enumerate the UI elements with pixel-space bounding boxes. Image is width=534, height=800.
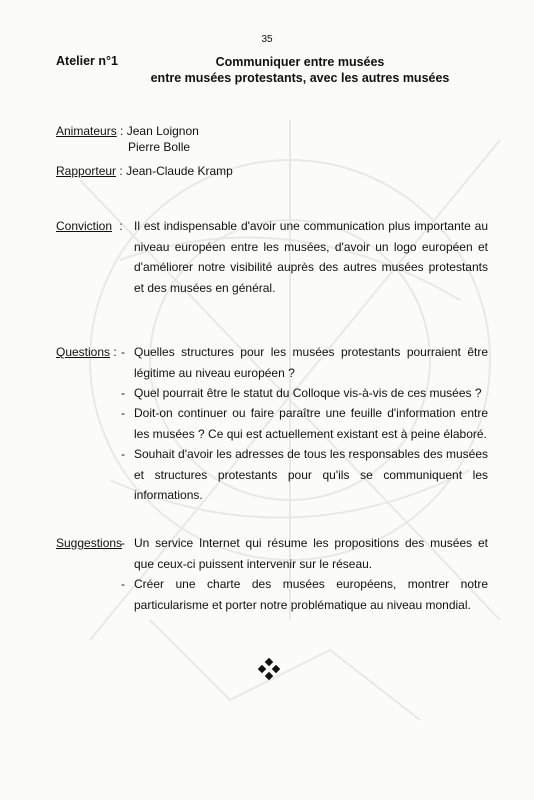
suggestions-heading <box>56 533 122 554</box>
title-line-2: entre musées protestants, avec les autres musées <box>150 71 450 85</box>
rapporteur-separator: : <box>119 164 123 178</box>
page-title <box>140 54 460 86</box>
question-dash: - <box>121 345 125 359</box>
rapporteur-row <box>56 161 233 182</box>
animateurs-separator: : <box>120 124 124 138</box>
animateurs-label: Animateurs <box>56 124 117 138</box>
conviction-label: Conviction <box>56 219 113 233</box>
questions-label: Questions <box>56 345 111 359</box>
conviction-separator: : <box>119 219 123 233</box>
suggestion-dash: - <box>121 577 125 591</box>
conviction-text: Il est indispensable d'avoir une communication plus importante au niveau européen entre les musées, d'avoir un logo européen et d'améliorer notre visibilité auprès des autres musées protestants et des musées en général. <box>134 219 488 295</box>
animateur-name-2: Pierre Bolle <box>128 140 191 154</box>
question-item-4: Souhait d'avoir les adresses de tous les responsables des musées et structures protestants pour qu'ils se communiquent les informations. <box>134 447 488 502</box>
suggestion-item-2: Créer une charte des musées européens, montrer notre particularisme et porter notre problématique au niveau mondial. <box>134 577 488 612</box>
question-item-1: Quelles structures pour les musées protestants pourraient être légitime au niveau européen ? <box>134 345 488 380</box>
diamond-ornament-icon <box>258 658 280 680</box>
title-line-1: Communiquer entre musées <box>215 55 385 69</box>
animateur-name-1: Jean Loignon <box>126 124 199 138</box>
questions-separator: : <box>113 345 117 359</box>
atelier-number: Atelier n°1 <box>56 54 118 68</box>
question-dash: - <box>121 447 125 461</box>
questions-heading <box>56 342 117 363</box>
question-dash: - <box>121 406 125 420</box>
page-number: 35 <box>261 34 273 45</box>
rapporteur-name: Jean-Claude Kramp <box>126 164 233 178</box>
rapporteur-label: Rapporteur <box>56 164 117 178</box>
suggestions-label: Suggestions <box>56 536 123 550</box>
suggestion-dash: - <box>121 536 125 550</box>
question-dash: - <box>121 386 125 400</box>
conviction-heading <box>56 216 123 237</box>
suggestion-item-1: Un service Internet qui résume les propositions des musées et que ceux-ci puissent intervenir sur le réseau. <box>134 536 488 571</box>
question-item-2: Quel pourrait être le statut du Colloque vis-à-vis de ces musées ? <box>134 386 482 400</box>
question-item-3: Doit-on continuer ou faire paraître une feuille d'information entre les musées ? Ce qui est actuellement existant est à peine élaboré. <box>134 406 488 441</box>
